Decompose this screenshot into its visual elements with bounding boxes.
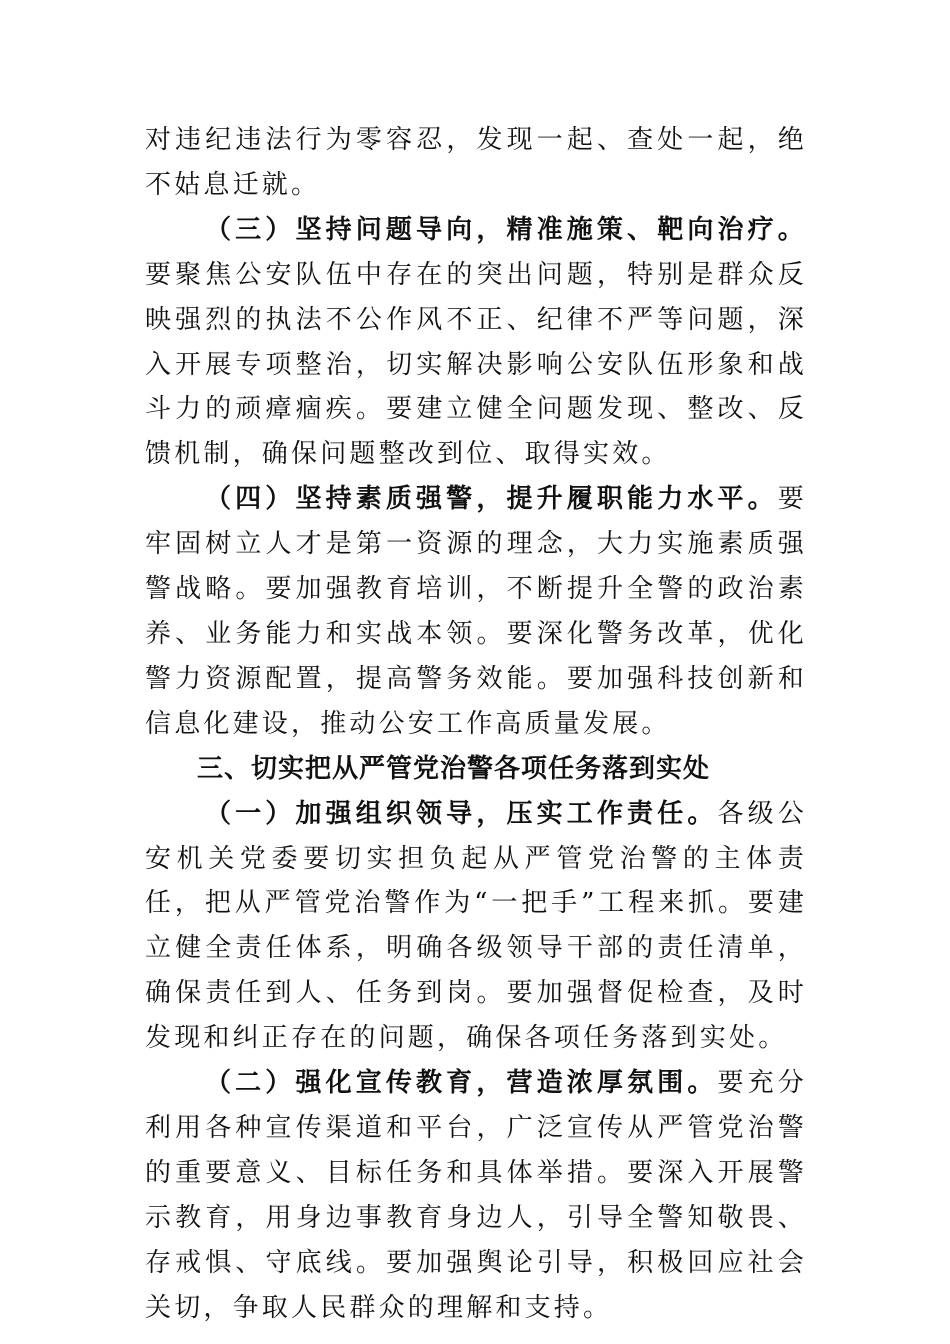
paragraph-text: 对违纪违法行为零容忍，发现一起、查处一起，绝不姑息迁就。: [145, 125, 807, 200]
paragraph-subsection-4: [145, 477, 807, 746]
paragraph-text: 要牢固树立人才是第一资源的理念，大力实施素质强警战略。要加强教育培训，不断提升全警的政治素养、业务能力和实战本领。要深化警务改革，优化警力资源配置，提高警务效能。要加强科技创新和信息化建设，推动公安工作高质量发展。: [145, 484, 807, 739]
section-heading-3: 三、切实把从严管党治警各项任务落到实处: [197, 753, 711, 784]
paragraph-subsection-3: [145, 208, 807, 477]
document-page: [145, 118, 807, 1330]
paragraph-text: 要充分利用各种宣传渠道和平台，广泛宣传从严管党治警的重要意义、目标任务和具体举措。要深入开展警示教育，用身边事教育身边人，引导全警知敬畏、存戒惧、守底线。要加强舆论引导，积极回应社会关切，争取人民群众的理解和支持。: [145, 1068, 807, 1323]
paragraph-text: 各级公安机关党委要切实担负起从严管党治警的主体责任，把从严管党治警作为“一把手”工程来抓。要建立健全责任体系，明确各级领导干部的责任清单，确保责任到人、任务到岗。要加强督促检查，及时发现和纠正存在的问题，确保各项任务落到实处。: [145, 798, 807, 1054]
paragraph-subsection-2: [145, 1061, 807, 1330]
subsection-lead: （三）坚持问题导向，精准施策、靶向治疗。: [205, 214, 807, 245]
paragraph-subsection-1: [145, 792, 807, 1061]
subsection-lead: （一）加强组织领导，压实工作责任。: [205, 798, 718, 829]
paragraph-continuation: [145, 118, 807, 208]
subsection-lead: （四）坚持素质强警，提升履职能力水平。: [205, 484, 778, 515]
paragraph-text: 要聚焦公安队伍中存在的突出问题，特别是群众反映强烈的执法不公作风不正、纪律不严等问题，深入开展专项整治，切实解决影响公安队伍形象和战斗力的顽瘴痼疾。要建立健全问题发现、整改、反馈机制，确保问题整改到位、取得实效。: [145, 259, 807, 470]
subsection-lead: （二）强化宣传教育，营造浓厚氛围。: [205, 1068, 718, 1099]
